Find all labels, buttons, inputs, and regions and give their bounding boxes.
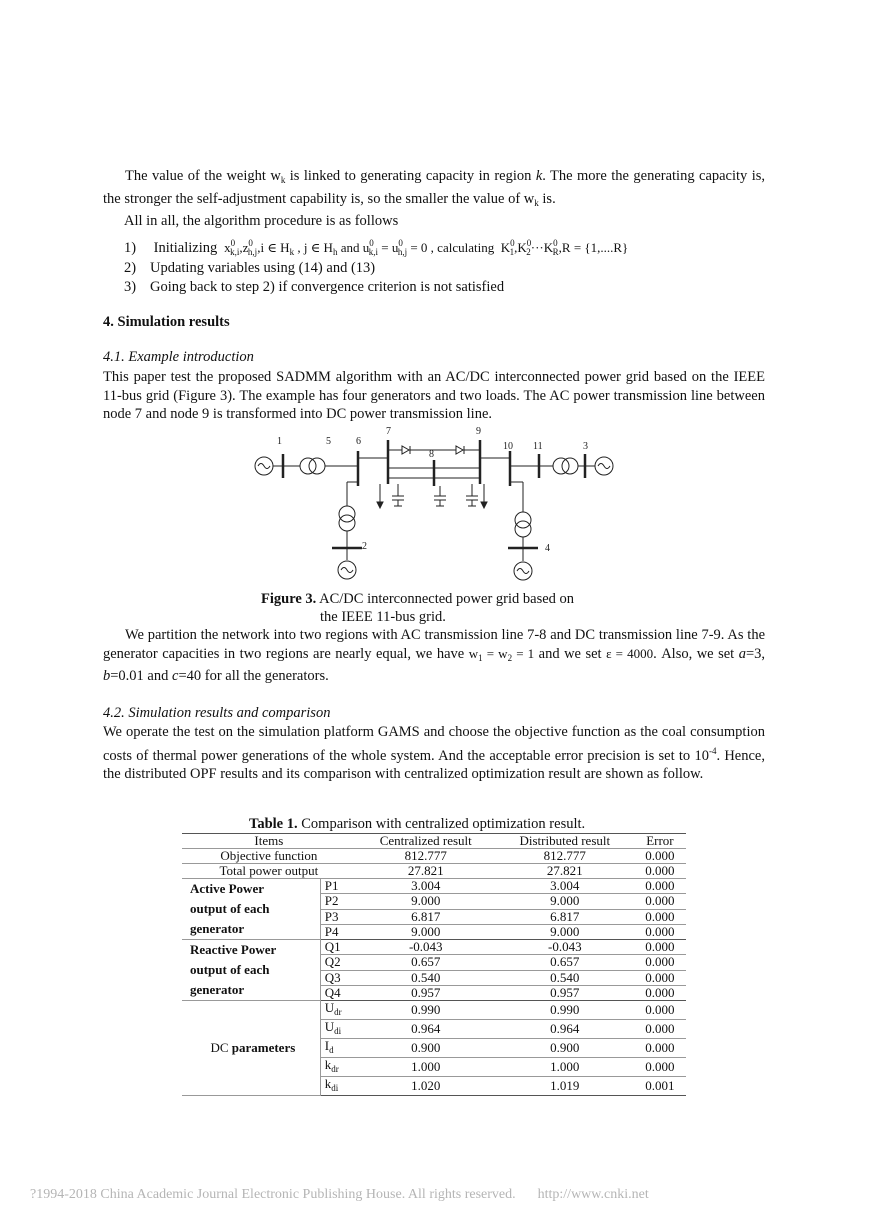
step-text: Going back to step 2) if convergence criterion is not satisfied <box>150 279 505 295</box>
cell-error: 0.000 <box>634 909 686 924</box>
cell-distributed: 27.821 <box>496 864 634 879</box>
cell-error: 0.000 <box>634 985 686 1000</box>
step-2 <box>124 259 375 277</box>
footer <box>30 1187 649 1203</box>
step-text: Updating variables using (14) and (13) <box>150 260 376 276</box>
subsection-heading-1: 4.1. Example introduction <box>103 349 254 365</box>
cell-centralized: 0.990 <box>356 1001 496 1020</box>
footer-url[interactable]: http://www.cnki.net <box>537 1187 649 1202</box>
cell-centralized: -0.043 <box>356 940 496 955</box>
cell-centralized: 1.020 <box>356 1077 496 1096</box>
cell-distributed: 0.657 <box>496 955 634 970</box>
node-label: 1 <box>277 436 282 447</box>
cell-error: 0.001 <box>634 1077 686 1096</box>
cell-distributed: 0.900 <box>496 1039 634 1058</box>
figure-label: Figure 3. <box>261 591 317 607</box>
cell-symbol: P1 <box>320 879 356 894</box>
copyright-text: ?1994-2018 China Academic Journal Electronic Publishing House. All rights reserved. <box>30 1187 516 1202</box>
cell-centralized: 1.000 <box>356 1058 496 1077</box>
subsection-heading-2: 4.2. Simulation results and comparison <box>103 705 331 721</box>
cell-error: 0.000 <box>634 1001 686 1020</box>
cell-symbol: $U_{di}$ <box>320 1020 356 1039</box>
step-1 <box>124 234 628 261</box>
cell-distributed: 9.000 <box>496 924 634 939</box>
cell-symbol: $k_{di}$ <box>320 1077 356 1096</box>
cell-error: 0.000 <box>634 1058 686 1077</box>
cell-symbol: P2 <box>320 894 356 909</box>
group-label-bold: parameters <box>231 1040 296 1055</box>
cell-distributed: 1.000 <box>496 1058 634 1077</box>
cell-item: Objective function <box>182 849 356 864</box>
header-items: Items <box>182 834 356 849</box>
cell-distributed: 812.777 <box>496 849 634 864</box>
step-3 <box>124 278 504 296</box>
weight-paragraph <box>103 167 765 212</box>
partition-paragraph: We partition the network into two regions with AC transmission line 7-8 and DC transmission line 7-9. As the generator capacities in two regions are nearly equal, we have $w_1 = w_2 = 1$ and we set ε = 4000. Also, we set a=3, b=0.01 and c=40 for all the generators. <box>103 627 766 684</box>
group-label <box>182 879 320 940</box>
cell-error: 0.000 <box>634 940 686 955</box>
procedure-intro: All in all, the algorithm procedure is as follows <box>124 213 399 229</box>
node-label: 5 <box>326 436 331 447</box>
header-error: Error <box>634 834 686 849</box>
group-label-line: Reactive Power <box>190 942 277 957</box>
cell-symbol: Q1 <box>320 940 356 955</box>
header-distributed: Distributed result <box>496 834 634 849</box>
transformer-1 <box>300 458 316 474</box>
weights-equation: $w_1 = w_2 = 1$ <box>468 645 535 663</box>
step-number: 2) <box>124 260 137 276</box>
cell-error: 0.000 <box>634 924 686 939</box>
cell-distributed: 0.964 <box>496 1020 634 1039</box>
table-body <box>182 849 686 1096</box>
cell-symbol: Q2 <box>320 955 356 970</box>
group-label-line: Active Power <box>190 881 264 896</box>
cell-symbol: $k_{dr}$ <box>320 1058 356 1077</box>
group-label-line: generator <box>190 982 245 997</box>
step-text: Initializing <box>153 240 218 256</box>
transformer-3 <box>553 458 569 474</box>
text-span: is linked to generating capacity in region <box>289 168 532 184</box>
comparison-table <box>182 833 686 1096</box>
cell-error: 0.000 <box>634 849 686 864</box>
node-label: 10 <box>503 441 513 452</box>
cell-centralized: 0.657 <box>356 955 496 970</box>
step-number: 3) <box>124 279 137 295</box>
cell-distributed: 0.957 <box>496 985 634 1000</box>
cell-centralized: 0.964 <box>356 1020 496 1039</box>
cell-symbol: $U_{dr}$ <box>320 1001 356 1020</box>
node-label: 7 <box>386 426 391 437</box>
simulation-paragraph: We operate the test on the simulation platform GAMS and choose the objective function as the coal consumption costs of thermal power generations of the whole system. And the acceptable error precision is set to $10^{-4}$. Hence, the distributed OPF results and its comparison with centralized optimization result are shown as follow. <box>103 724 765 782</box>
cell-centralized: 9.000 <box>356 894 496 909</box>
cell-error: 0.000 <box>634 955 686 970</box>
group-label-line: output of each <box>190 901 270 916</box>
cell-error: 0.000 <box>634 879 686 894</box>
cell-centralized: 27.821 <box>356 864 496 879</box>
cell-error: 0.000 <box>634 970 686 985</box>
cell-symbol: Q3 <box>320 970 356 985</box>
cell-distributed: 9.000 <box>496 894 634 909</box>
group-label <box>182 1001 320 1096</box>
circuit-diagram <box>250 424 620 589</box>
example-paragraph: This paper test the proposed SADMM algorithm with an AC/DC interconnected power grid based on the IEEE 11-bus grid (Figure 3). The example has four generators and two loads. The AC power transmission line between node 7 and node 9 is transformed into DC power transmission line. <box>103 369 765 422</box>
epsilon-equation: ε = 4000 <box>606 645 654 661</box>
table-row <box>182 879 686 894</box>
cell-centralized: 9.000 <box>356 924 496 939</box>
cell-distributed: -0.043 <box>496 940 634 955</box>
table-label: Table 1. <box>249 816 298 832</box>
cell-distributed: 0.540 <box>496 970 634 985</box>
cell-error: 0.000 <box>634 864 686 879</box>
group-label-prefix: DC <box>210 1040 229 1055</box>
table-row <box>182 849 686 864</box>
cell-centralized: 6.817 <box>356 909 496 924</box>
transformer-4 <box>515 512 531 528</box>
node-label: 3 <box>583 441 588 452</box>
cell-distributed: 6.817 <box>496 909 634 924</box>
header-centralized: Centralized result <box>356 834 496 849</box>
group-label-line: generator <box>190 921 245 936</box>
cell-centralized: 3.004 <box>356 879 496 894</box>
cell-symbol: P4 <box>320 924 356 939</box>
group-label-line: output of each <box>190 962 270 977</box>
figure-caption <box>261 590 574 626</box>
node-label: 4 <box>545 543 550 554</box>
cell-item: Total power output <box>182 864 356 879</box>
cell-centralized: 0.900 <box>356 1039 496 1058</box>
transformer-2 <box>339 506 355 522</box>
section-heading: 4. Simulation results <box>103 314 230 330</box>
node-label: 11 <box>533 441 543 452</box>
table-row <box>182 864 686 879</box>
cell-distributed: 1.019 <box>496 1077 634 1096</box>
table-row <box>182 1001 686 1020</box>
node-label: 9 <box>476 426 481 437</box>
init-formula: $x^0_{k,i},z^0_{h,j},i$ ∈ $H_k$ , j ∈ $H_h$ and $u^0_{k,i} = u^0_{h,j} = 0$ , calculating $K^0_1,K^0_2\cdot\cdot\cdot K^0_R,R = \{1,....R\}$ <box>220 238 629 257</box>
cell-centralized: 0.957 <box>356 985 496 1000</box>
caption-line: AC/DC interconnected power grid based on <box>319 591 575 607</box>
table-header-row <box>182 834 686 849</box>
cell-error: 0.000 <box>634 894 686 909</box>
cell-distributed: 0.990 <box>496 1001 634 1020</box>
cell-symbol: $I_d$ <box>320 1039 356 1058</box>
cell-centralized: 812.777 <box>356 849 496 864</box>
node-label: 6 <box>356 436 361 447</box>
node-label: 8 <box>429 449 434 460</box>
cell-symbol: Q4 <box>320 985 356 1000</box>
caption-line: the IEEE 11-bus grid. <box>320 609 446 625</box>
text-span: . The more the generating capacity is, the stronger the self-adjustment capability is, so the smaller the value of <box>103 168 766 207</box>
table-caption-text: Comparison with centralized optimization result. <box>301 816 586 832</box>
step-number: 1) <box>124 240 137 256</box>
weight-symbol: $w_k$ <box>523 190 539 208</box>
cell-error: 0.000 <box>634 1039 686 1058</box>
text-span: is. <box>542 190 556 207</box>
text-span: The value of the weight <box>125 168 266 184</box>
cell-symbol: P3 <box>320 909 356 924</box>
sine-icon <box>258 464 270 469</box>
cell-error: 0.000 <box>634 1020 686 1039</box>
cell-distributed: 3.004 <box>496 879 634 894</box>
table-row <box>182 940 686 955</box>
weight-symbol: $w_k$ <box>270 168 286 185</box>
node-label: 2 <box>362 541 367 552</box>
group-label <box>182 940 320 1001</box>
region-k: k <box>535 168 543 184</box>
table-caption <box>249 815 585 833</box>
cell-centralized: 0.540 <box>356 970 496 985</box>
